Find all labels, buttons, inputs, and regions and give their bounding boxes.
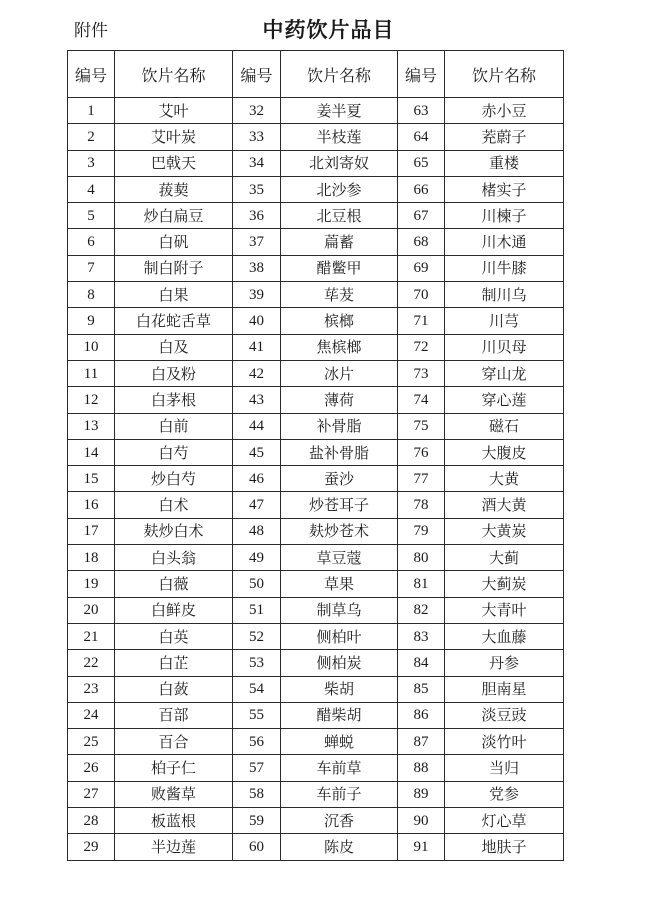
herb-name-cell: 白鲜皮 bbox=[115, 597, 233, 623]
item-number-cell: 71 bbox=[398, 308, 445, 334]
herb-name-cell: 补骨脂 bbox=[281, 413, 398, 439]
item-number-cell: 53 bbox=[233, 650, 281, 676]
item-number-cell: 21 bbox=[68, 623, 115, 649]
item-number-cell: 89 bbox=[398, 781, 445, 807]
table-row bbox=[68, 466, 564, 492]
item-number-cell: 42 bbox=[233, 360, 281, 386]
item-number-cell: 46 bbox=[233, 466, 281, 492]
table-row bbox=[68, 834, 564, 860]
herb-name-cell: 炒苍耳子 bbox=[281, 492, 398, 518]
table-row bbox=[68, 255, 564, 281]
herb-name-cell: 柴胡 bbox=[281, 676, 398, 702]
table-row bbox=[68, 518, 564, 544]
herb-name-cell: 白果 bbox=[115, 282, 233, 308]
item-number-cell: 79 bbox=[398, 518, 445, 544]
table-row bbox=[68, 492, 564, 518]
herb-name-cell: 川木通 bbox=[445, 229, 564, 255]
herb-name-cell: 白薇 bbox=[115, 571, 233, 597]
item-number-cell: 25 bbox=[68, 729, 115, 755]
column-header-number: 编号 bbox=[68, 51, 115, 98]
item-number-cell: 10 bbox=[68, 334, 115, 360]
item-number-cell: 37 bbox=[233, 229, 281, 255]
herb-name-cell: 党参 bbox=[445, 781, 564, 807]
herb-name-cell: 北豆根 bbox=[281, 203, 398, 229]
item-number-cell: 73 bbox=[398, 360, 445, 386]
herb-name-cell: 胆南星 bbox=[445, 676, 564, 702]
herb-name-cell: 白前 bbox=[115, 413, 233, 439]
herb-name-cell: 陈皮 bbox=[281, 834, 398, 860]
item-number-cell: 4 bbox=[68, 176, 115, 202]
herb-name-cell: 姜半夏 bbox=[281, 98, 398, 124]
herb-name-cell: 白英 bbox=[115, 623, 233, 649]
item-number-cell: 35 bbox=[233, 176, 281, 202]
item-number-cell: 51 bbox=[233, 597, 281, 623]
herb-name-cell: 车前草 bbox=[281, 755, 398, 781]
table-row bbox=[68, 413, 564, 439]
herb-name-cell: 巴戟天 bbox=[115, 150, 233, 176]
herb-name-cell: 白术 bbox=[115, 492, 233, 518]
herb-name-cell: 半边莲 bbox=[115, 834, 233, 860]
item-number-cell: 47 bbox=[233, 492, 281, 518]
item-number-cell: 74 bbox=[398, 387, 445, 413]
herb-name-cell: 槟榔 bbox=[281, 308, 398, 334]
herb-name-cell: 醋鳖甲 bbox=[281, 255, 398, 281]
herb-name-cell: 麸炒苍术 bbox=[281, 518, 398, 544]
herb-name-cell: 败酱草 bbox=[115, 781, 233, 807]
herb-name-cell: 丹参 bbox=[445, 650, 564, 676]
table-row bbox=[68, 676, 564, 702]
item-number-cell: 8 bbox=[68, 282, 115, 308]
herb-name-cell: 沉香 bbox=[281, 808, 398, 834]
herb-name-cell: 侧柏炭 bbox=[281, 650, 398, 676]
herb-name-cell: 淡豆豉 bbox=[445, 702, 564, 728]
table-row bbox=[68, 387, 564, 413]
herb-name-cell: 大蓟 bbox=[445, 545, 564, 571]
item-number-cell: 29 bbox=[68, 834, 115, 860]
item-number-cell: 34 bbox=[233, 150, 281, 176]
item-number-cell: 65 bbox=[398, 150, 445, 176]
herb-name-cell: 大蓟炭 bbox=[445, 571, 564, 597]
item-number-cell: 41 bbox=[233, 334, 281, 360]
item-number-cell: 56 bbox=[233, 729, 281, 755]
table-row bbox=[68, 176, 564, 202]
item-number-cell: 59 bbox=[233, 808, 281, 834]
herb-name-cell: 川芎 bbox=[445, 308, 564, 334]
item-number-cell: 40 bbox=[233, 308, 281, 334]
item-number-cell: 67 bbox=[398, 203, 445, 229]
item-number-cell: 54 bbox=[233, 676, 281, 702]
herb-name-cell: 冰片 bbox=[281, 360, 398, 386]
herb-name-cell: 蝉蜕 bbox=[281, 729, 398, 755]
herb-name-cell: 大腹皮 bbox=[445, 439, 564, 465]
herb-name-cell: 楮实子 bbox=[445, 176, 564, 202]
table-row bbox=[68, 545, 564, 571]
item-number-cell: 58 bbox=[233, 781, 281, 807]
item-number-cell: 57 bbox=[233, 755, 281, 781]
item-number-cell: 88 bbox=[398, 755, 445, 781]
herb-name-cell: 白及粉 bbox=[115, 360, 233, 386]
item-number-cell: 12 bbox=[68, 387, 115, 413]
table-row bbox=[68, 124, 564, 150]
item-number-cell: 68 bbox=[398, 229, 445, 255]
item-number-cell: 11 bbox=[68, 360, 115, 386]
herb-name-cell: 淡竹叶 bbox=[445, 729, 564, 755]
herb-name-cell: 白蔹 bbox=[115, 676, 233, 702]
herb-name-cell: 穿心莲 bbox=[445, 387, 564, 413]
table-row bbox=[68, 360, 564, 386]
herb-name-cell: 制草乌 bbox=[281, 597, 398, 623]
item-number-cell: 5 bbox=[68, 203, 115, 229]
herb-name-cell: 川牛膝 bbox=[445, 255, 564, 281]
herb-name-cell: 重楼 bbox=[445, 150, 564, 176]
item-number-cell: 43 bbox=[233, 387, 281, 413]
item-number-cell: 22 bbox=[68, 650, 115, 676]
herb-name-cell: 白及 bbox=[115, 334, 233, 360]
herb-name-cell: 白矾 bbox=[115, 229, 233, 255]
herb-name-cell: 磁石 bbox=[445, 413, 564, 439]
item-number-cell: 72 bbox=[398, 334, 445, 360]
table-row bbox=[68, 203, 564, 229]
item-number-cell: 48 bbox=[233, 518, 281, 544]
item-number-cell: 69 bbox=[398, 255, 445, 281]
item-number-cell: 75 bbox=[398, 413, 445, 439]
herb-name-cell: 白茅根 bbox=[115, 387, 233, 413]
herb-name-cell: 大青叶 bbox=[445, 597, 564, 623]
herb-name-cell: 地肤子 bbox=[445, 834, 564, 860]
herb-name-cell: 萹蓄 bbox=[281, 229, 398, 255]
table-row bbox=[68, 755, 564, 781]
item-number-cell: 20 bbox=[68, 597, 115, 623]
column-header-number: 编号 bbox=[398, 51, 445, 98]
herb-name-cell: 柏子仁 bbox=[115, 755, 233, 781]
herb-name-cell: 茺蔚子 bbox=[445, 124, 564, 150]
item-number-cell: 9 bbox=[68, 308, 115, 334]
herb-name-cell: 蚕沙 bbox=[281, 466, 398, 492]
item-number-cell: 66 bbox=[398, 176, 445, 202]
table-row bbox=[68, 623, 564, 649]
herb-name-cell: 菝葜 bbox=[115, 176, 233, 202]
item-number-cell: 76 bbox=[398, 439, 445, 465]
herb-name-cell: 大黄 bbox=[445, 466, 564, 492]
item-number-cell: 86 bbox=[398, 702, 445, 728]
item-number-cell: 32 bbox=[233, 98, 281, 124]
item-number-cell: 23 bbox=[68, 676, 115, 702]
herb-name-cell: 半枝莲 bbox=[281, 124, 398, 150]
herb-name-cell: 艾叶炭 bbox=[115, 124, 233, 150]
herb-name-cell: 川楝子 bbox=[445, 203, 564, 229]
herb-name-cell: 赤小豆 bbox=[445, 98, 564, 124]
item-number-cell: 16 bbox=[68, 492, 115, 518]
herb-name-cell: 制川乌 bbox=[445, 282, 564, 308]
herb-name-cell: 灯心草 bbox=[445, 808, 564, 834]
item-number-cell: 91 bbox=[398, 834, 445, 860]
item-number-cell: 13 bbox=[68, 413, 115, 439]
column-header-name: 饮片名称 bbox=[115, 51, 233, 98]
item-number-cell: 1 bbox=[68, 98, 115, 124]
item-number-cell: 39 bbox=[233, 282, 281, 308]
herb-name-cell: 炒白扁豆 bbox=[115, 203, 233, 229]
table-row bbox=[68, 597, 564, 623]
herb-name-cell: 大黄炭 bbox=[445, 518, 564, 544]
herb-name-cell: 荜茇 bbox=[281, 282, 398, 308]
herb-name-cell: 醋柴胡 bbox=[281, 702, 398, 728]
item-number-cell: 45 bbox=[233, 439, 281, 465]
item-number-cell: 63 bbox=[398, 98, 445, 124]
herb-name-cell: 酒大黄 bbox=[445, 492, 564, 518]
item-number-cell: 15 bbox=[68, 466, 115, 492]
herb-name-cell: 大血藤 bbox=[445, 623, 564, 649]
item-number-cell: 90 bbox=[398, 808, 445, 834]
herb-name-cell: 当归 bbox=[445, 755, 564, 781]
table-row bbox=[68, 781, 564, 807]
herb-name-cell: 艾叶 bbox=[115, 98, 233, 124]
herb-name-cell: 白芍 bbox=[115, 439, 233, 465]
item-number-cell: 24 bbox=[68, 702, 115, 728]
herb-name-cell: 盐补骨脂 bbox=[281, 439, 398, 465]
item-number-cell: 33 bbox=[233, 124, 281, 150]
item-number-cell: 70 bbox=[398, 282, 445, 308]
table-row bbox=[68, 150, 564, 176]
item-number-cell: 38 bbox=[233, 255, 281, 281]
item-number-cell: 27 bbox=[68, 781, 115, 807]
herb-name-cell: 炒白芍 bbox=[115, 466, 233, 492]
herb-name-cell: 北刘寄奴 bbox=[281, 150, 398, 176]
item-number-cell: 84 bbox=[398, 650, 445, 676]
item-number-cell: 7 bbox=[68, 255, 115, 281]
item-number-cell: 18 bbox=[68, 545, 115, 571]
item-number-cell: 6 bbox=[68, 229, 115, 255]
item-number-cell: 64 bbox=[398, 124, 445, 150]
table-row bbox=[68, 571, 564, 597]
herb-name-cell: 焦槟榔 bbox=[281, 334, 398, 360]
herb-name-cell: 北沙参 bbox=[281, 176, 398, 202]
item-number-cell: 3 bbox=[68, 150, 115, 176]
herb-name-cell: 白头翁 bbox=[115, 545, 233, 571]
item-number-cell: 78 bbox=[398, 492, 445, 518]
item-number-cell: 14 bbox=[68, 439, 115, 465]
item-number-cell: 19 bbox=[68, 571, 115, 597]
attachment-label: 附件 bbox=[74, 21, 108, 41]
herb-name-cell: 白花蛇舌草 bbox=[115, 308, 233, 334]
herb-name-cell: 车前子 bbox=[281, 781, 398, 807]
item-number-cell: 85 bbox=[398, 676, 445, 702]
item-number-cell: 52 bbox=[233, 623, 281, 649]
item-number-cell: 26 bbox=[68, 755, 115, 781]
item-number-cell: 60 bbox=[233, 834, 281, 860]
herb-name-cell: 侧柏叶 bbox=[281, 623, 398, 649]
item-number-cell: 77 bbox=[398, 466, 445, 492]
item-number-cell: 17 bbox=[68, 518, 115, 544]
column-header-name: 饮片名称 bbox=[445, 51, 564, 98]
herb-name-cell: 川贝母 bbox=[445, 334, 564, 360]
table-row bbox=[68, 729, 564, 755]
item-number-cell: 87 bbox=[398, 729, 445, 755]
item-number-cell: 28 bbox=[68, 808, 115, 834]
item-number-cell: 2 bbox=[68, 124, 115, 150]
table-row bbox=[68, 334, 564, 360]
item-number-cell: 83 bbox=[398, 623, 445, 649]
item-number-cell: 80 bbox=[398, 545, 445, 571]
herb-name-cell: 穿山龙 bbox=[445, 360, 564, 386]
herb-name-cell: 薄荷 bbox=[281, 387, 398, 413]
table-row bbox=[68, 650, 564, 676]
table-row bbox=[68, 229, 564, 255]
page-title: 中药饮片品目 bbox=[262, 18, 395, 42]
table-header-row bbox=[68, 51, 564, 98]
table-row bbox=[68, 308, 564, 334]
table-row bbox=[68, 808, 564, 834]
herb-name-cell: 白芷 bbox=[115, 650, 233, 676]
herb-name-cell: 草果 bbox=[281, 571, 398, 597]
item-number-cell: 44 bbox=[233, 413, 281, 439]
herb-name-cell: 制白附子 bbox=[115, 255, 233, 281]
table-row bbox=[68, 98, 564, 124]
item-number-cell: 55 bbox=[233, 702, 281, 728]
item-number-cell: 81 bbox=[398, 571, 445, 597]
column-header-number: 编号 bbox=[233, 51, 281, 98]
table-row bbox=[68, 439, 564, 465]
item-number-cell: 49 bbox=[233, 545, 281, 571]
table-row bbox=[68, 282, 564, 308]
table-row bbox=[68, 702, 564, 728]
column-header-name: 饮片名称 bbox=[281, 51, 398, 98]
herb-name-cell: 草豆蔻 bbox=[281, 545, 398, 571]
herb-name-cell: 板蓝根 bbox=[115, 808, 233, 834]
herb-list-table bbox=[67, 50, 564, 861]
item-number-cell: 50 bbox=[233, 571, 281, 597]
item-number-cell: 36 bbox=[233, 203, 281, 229]
herb-name-cell: 百部 bbox=[115, 702, 233, 728]
herb-name-cell: 麸炒白术 bbox=[115, 518, 233, 544]
item-number-cell: 82 bbox=[398, 597, 445, 623]
herb-name-cell: 百合 bbox=[115, 729, 233, 755]
